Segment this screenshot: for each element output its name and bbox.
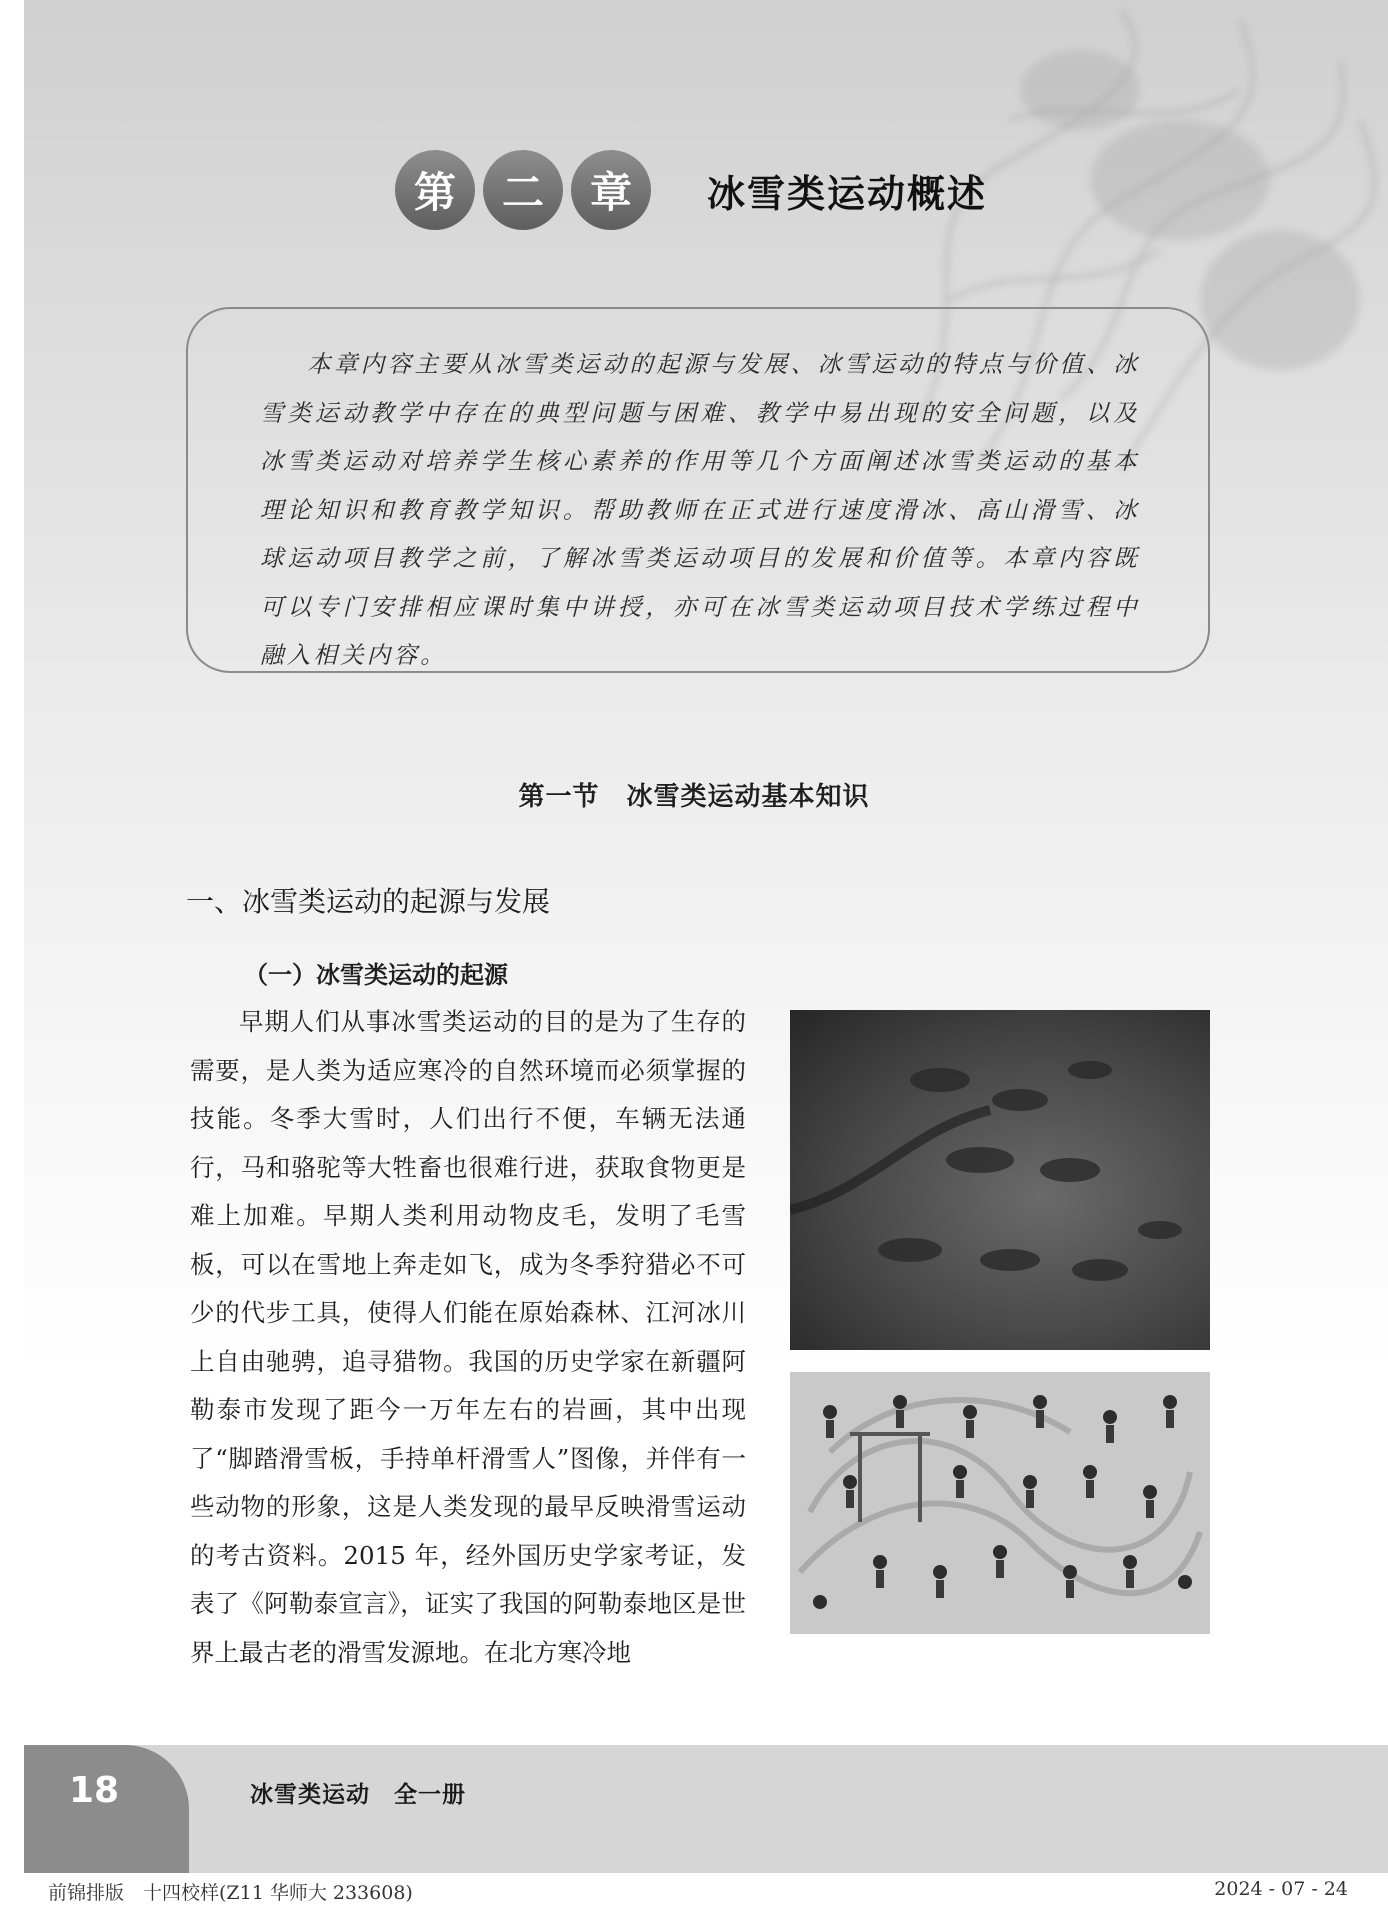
rock-painting-photo [790,1010,1210,1350]
page-number: 18 [68,1770,120,1811]
heading-level-1: 一、冰雪类运动的起源与发展 [186,885,551,918]
rock-painting-figures [790,1010,1210,1350]
footer-band [24,1745,1388,1873]
body-text [190,998,746,1677]
ice-play-figures [790,1372,1210,1634]
chapter-heading [395,150,987,230]
chapter-char-circle: 二 [483,150,563,230]
chapter-title: 冰雪类运动概述 [707,171,988,216]
body-paragraph: 早期人们从事冰雪类运动的目的是为了生存的需要，是人类为适应寒冷的自然环境而必须掌握的技能。冬季大雪时，人们出行不便，车辆无法通行，马和骆驼等大牲畜也很难行进，获取食物更是难上加难。早期人类利用动物皮毛，发明了毛雪板，可以在雪地上奔走如飞，成为冬季狩猎必不可少的代步工具，使得人们能在原始森林、江河冰川上自由驰骋，追寻猎物。我国的历史学家在新疆阿勒泰市发现了距今一万年左右的岩画，其中出现了“脚踏滑雪板，手持单杆滑雪人”图像，并伴有一些动物的形象，这是人类发现的最早反映滑雪运动的考古资料。2015 年，经外国历史学家考证，发表了《阿勒泰宣言》，证实了我国的阿勒泰地区是世界上最古老的滑雪发源地。在北方寒冷地 [190,1007,746,1667]
print-info-right: 2024 - 07 - 24 [1214,1878,1348,1900]
section-title: 第一节 冰雪类运动基本知识 [518,782,870,812]
chapter-char-circle: 章 [571,150,651,230]
ice-play-painting [790,1372,1210,1634]
chapter-char-circle: 第 [395,150,475,230]
intro-text [260,340,1140,680]
heading-level-2: （一）冰雪类运动的起源 [244,960,508,989]
intro-paragraph: 本章内容主要从冰雪类运动的起源与发展、冰雪运动的特点与价值、冰雪类运动教学中存在的典型问题与困难、教学中易出现的安全问题，以及冰雪类运动对培养学生核心素养的作用等几个方面阐述冰雪类运动的基本理论知识和教育教学知识。帮助教师在正式进行速度滑冰、高山滑雪、冰球运动项目教学之前，了解冰雪类运动项目的发展和价值等。本章内容既可以专门安排相应课时集中讲授，亦可在冰雪类运动项目技术学练过程中融入相关内容。 [260,350,1140,669]
print-info-left: 前锦排版 十四校样(Z11 华师大 233608) [48,1882,413,1904]
book-title: 冰雪类运动 全一册 [250,1782,466,1808]
